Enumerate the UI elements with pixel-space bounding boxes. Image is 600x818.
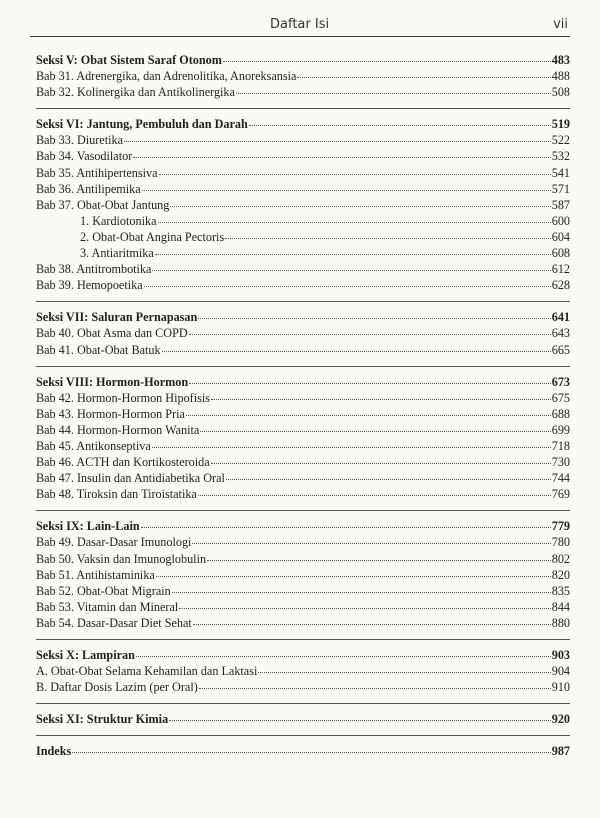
dot-leader — [142, 190, 551, 191]
entry-page-number: 699 — [551, 422, 570, 437]
toc-entry — [36, 679, 570, 695]
entry-page-number: 769 — [551, 487, 570, 502]
dot-leader — [225, 238, 551, 239]
entry-label: Bab 36. Antilipemika — [36, 181, 141, 196]
entry-page-number: 987 — [551, 744, 570, 759]
dot-leader — [258, 672, 550, 673]
entry-label: Bab 49. Dasar-Dasar Imunologi — [36, 535, 192, 550]
entry-label: A. Obat-Obat Selama Kehamilan dan Laktasi — [36, 664, 258, 679]
toc-entry — [36, 68, 570, 84]
entry-page-number: 718 — [551, 438, 570, 453]
toc-entry — [36, 470, 570, 486]
entry-label: Bab 51. Antihistaminika — [36, 567, 155, 582]
toc-entry — [36, 197, 570, 213]
toc-subentry — [36, 245, 570, 261]
entry-page-number: 600 — [551, 213, 570, 228]
entry-label: Bab 31. Adrenergika, dan Adrenolitika, Anoreksansia — [36, 69, 297, 84]
toc-entry — [36, 406, 570, 422]
entry-label: Bab 44. Hormon-Hormon Wanita — [36, 422, 200, 437]
entry-page-number: 880 — [551, 615, 570, 630]
section-heading — [36, 52, 570, 68]
dot-leader — [133, 157, 550, 158]
dot-leader — [189, 334, 551, 335]
entry-label: Bab 52. Obat-Obat Migrain — [36, 583, 171, 598]
entry-page-number: 571 — [551, 181, 570, 196]
toc-subentry — [36, 213, 570, 229]
entry-page-number: 641 — [551, 310, 570, 325]
entry-page-number: 903 — [551, 648, 570, 662]
header-page-number: vii — [553, 17, 568, 32]
dot-leader — [226, 479, 551, 480]
section-heading — [36, 116, 570, 132]
entry-label: Bab 45. Antikonseptiva — [36, 438, 151, 453]
dot-leader — [152, 447, 551, 448]
table-of-contents — [36, 52, 570, 767]
entry-page-number: 488 — [551, 69, 570, 84]
entry-page-number: 519 — [551, 117, 570, 132]
toc-entry — [36, 438, 570, 454]
entry-page-number: 920 — [551, 712, 570, 727]
toc-section — [36, 703, 570, 735]
section-heading — [36, 374, 570, 390]
entry-label: Bab 48. Tiroksin dan Tiroistatika — [36, 487, 197, 502]
toc-section — [36, 510, 570, 639]
dot-leader — [144, 286, 551, 287]
toc-section — [36, 639, 570, 703]
entry-label: Bab 53. Vitamin dan Mineral — [36, 599, 179, 614]
toc-entry — [36, 663, 570, 679]
section-heading — [36, 518, 570, 534]
toc-entry — [36, 422, 570, 438]
dot-leader — [198, 318, 550, 319]
dot-leader — [211, 399, 551, 400]
toc-entry — [36, 583, 570, 599]
entry-label: 2. Obat-Obat Angina Pectoris — [80, 229, 225, 244]
dot-leader — [297, 77, 550, 78]
toc-section — [36, 301, 570, 365]
entry-label: Bab 42. Hormon-Hormon Hipofisis — [36, 390, 210, 405]
entry-label: 1. Kardiotonika — [80, 213, 157, 228]
entry-page-number: 608 — [551, 246, 570, 261]
toc-entry — [36, 148, 570, 164]
entry-label: Bab 47. Insulin dan Antidiabetika Oral — [36, 471, 225, 486]
entry-page-number: 844 — [551, 599, 570, 614]
toc-entry — [36, 534, 570, 550]
entry-label: Seksi V: Obat Sistem Saraf Otonom — [36, 53, 222, 67]
toc-entry — [36, 599, 570, 615]
dot-leader — [169, 720, 551, 721]
entry-page-number: 483 — [551, 53, 570, 67]
entry-label: 3. Antiaritmika — [80, 246, 154, 261]
toc-entry — [36, 181, 570, 197]
dot-leader — [172, 592, 551, 593]
toc-entry — [36, 390, 570, 406]
dot-leader — [198, 495, 551, 496]
entry-page-number: 688 — [551, 406, 570, 421]
dot-leader — [193, 624, 551, 625]
dot-leader — [192, 543, 550, 544]
entry-page-number: 675 — [551, 390, 570, 405]
dot-leader — [124, 141, 551, 142]
entry-label: Seksi X: Lampiran — [36, 648, 135, 662]
entry-page-number: 665 — [551, 342, 570, 357]
entry-label: Indeks — [36, 744, 72, 759]
entry-page-number: 779 — [551, 519, 570, 534]
dot-leader — [72, 752, 550, 753]
dot-leader — [141, 527, 551, 528]
dot-leader — [199, 688, 551, 689]
toc-entry — [36, 165, 570, 181]
toc-entry — [36, 84, 570, 100]
section-heading — [36, 309, 570, 325]
toc-entry — [36, 486, 570, 502]
entry-page-number: 820 — [551, 567, 570, 582]
entry-label: Seksi XI: Struktur Kimia — [36, 712, 169, 727]
entry-page-number: 587 — [551, 197, 570, 212]
entry-page-number: 802 — [551, 551, 570, 566]
entry-page-number: 604 — [551, 229, 570, 244]
header-title: Daftar Isi — [270, 17, 330, 32]
dot-leader — [158, 222, 551, 223]
entry-label: Bab 46. ACTH dan Kortikosteroida — [36, 455, 210, 470]
toc-entry — [36, 132, 570, 148]
entry-page-number: 522 — [551, 133, 570, 148]
entry-page-number: 541 — [551, 165, 570, 180]
dot-leader — [162, 351, 551, 352]
entry-label: Bab 54. Dasar-Dasar Diet Sehat — [36, 615, 192, 630]
entry-label: Seksi VI: Jantung, Pembuluh dan Darah — [36, 117, 248, 132]
toc-entry — [36, 277, 570, 293]
dot-leader — [223, 61, 551, 62]
entry-label: B. Daftar Dosis Lazim (per Oral) — [36, 680, 198, 695]
toc-entry — [36, 261, 570, 277]
dot-leader — [179, 608, 550, 609]
entry-label: Bab 37. Obat-Obat Jantung — [36, 197, 170, 212]
toc-subentry — [36, 229, 570, 245]
dot-leader — [155, 254, 551, 255]
entry-label: Bab 32. Kolinergika dan Antikolinergika — [36, 85, 235, 100]
entry-label: Bab 40. Obat Asma dan COPD — [36, 326, 188, 341]
entry-page-number: 508 — [551, 85, 570, 100]
dot-leader — [159, 174, 551, 175]
section-heading — [36, 711, 570, 727]
toc-section — [36, 366, 570, 511]
entry-label: Bab 43. Hormon-Hormon Pria — [36, 406, 185, 421]
toc-entry — [36, 615, 570, 631]
entry-page-number: 532 — [551, 149, 570, 164]
dot-leader — [136, 656, 551, 657]
entry-page-number: 904 — [551, 664, 570, 679]
entry-label: Bab 41. Obat-Obat Batuk — [36, 342, 161, 357]
entry-label: Bab 39. Hemopoetika — [36, 278, 143, 293]
entry-label: Bab 35. Antihipertensiva — [36, 165, 158, 180]
entry-page-number: 744 — [551, 471, 570, 486]
entry-page-number: 628 — [551, 278, 570, 293]
dot-leader — [189, 383, 551, 384]
entry-label: Seksi VII: Saluran Pernapasan — [36, 310, 198, 325]
section-heading — [36, 647, 570, 663]
dot-leader — [249, 125, 551, 126]
dot-leader — [152, 270, 550, 271]
entry-page-number: 643 — [551, 326, 570, 341]
dot-leader — [170, 206, 550, 207]
page-header — [30, 14, 570, 37]
entry-page-number: 780 — [551, 535, 570, 550]
entry-label: Seksi IX: Lain-Lain — [36, 519, 140, 534]
dot-leader — [186, 415, 551, 416]
toc-entry — [36, 454, 570, 470]
toc-entry — [36, 551, 570, 567]
dot-leader — [156, 576, 551, 577]
toc-entry — [36, 342, 570, 358]
dot-leader — [211, 463, 551, 464]
entry-page-number: 612 — [551, 262, 570, 277]
entry-label: Bab 34. Vasodilator — [36, 149, 133, 164]
entry-page-number: 910 — [551, 680, 570, 695]
entry-label: Bab 38. Antitrombotika — [36, 262, 152, 277]
toc-entry — [36, 567, 570, 583]
toc-entry — [36, 325, 570, 341]
dot-leader — [200, 431, 550, 432]
toc-section — [36, 108, 570, 301]
dot-leader — [207, 560, 551, 561]
entry-label: Seksi VIII: Hormon-Hormon — [36, 374, 189, 389]
section-heading — [36, 743, 570, 759]
toc-section — [36, 52, 570, 108]
entry-label: Bab 50. Vaksin dan Imunoglobulin — [36, 551, 207, 566]
entry-page-number: 730 — [551, 455, 570, 470]
entry-page-number: 835 — [551, 583, 570, 598]
entry-page-number: 673 — [551, 374, 570, 389]
dot-leader — [236, 93, 551, 94]
entry-label: Bab 33. Diuretika — [36, 133, 123, 148]
toc-section — [36, 735, 570, 767]
